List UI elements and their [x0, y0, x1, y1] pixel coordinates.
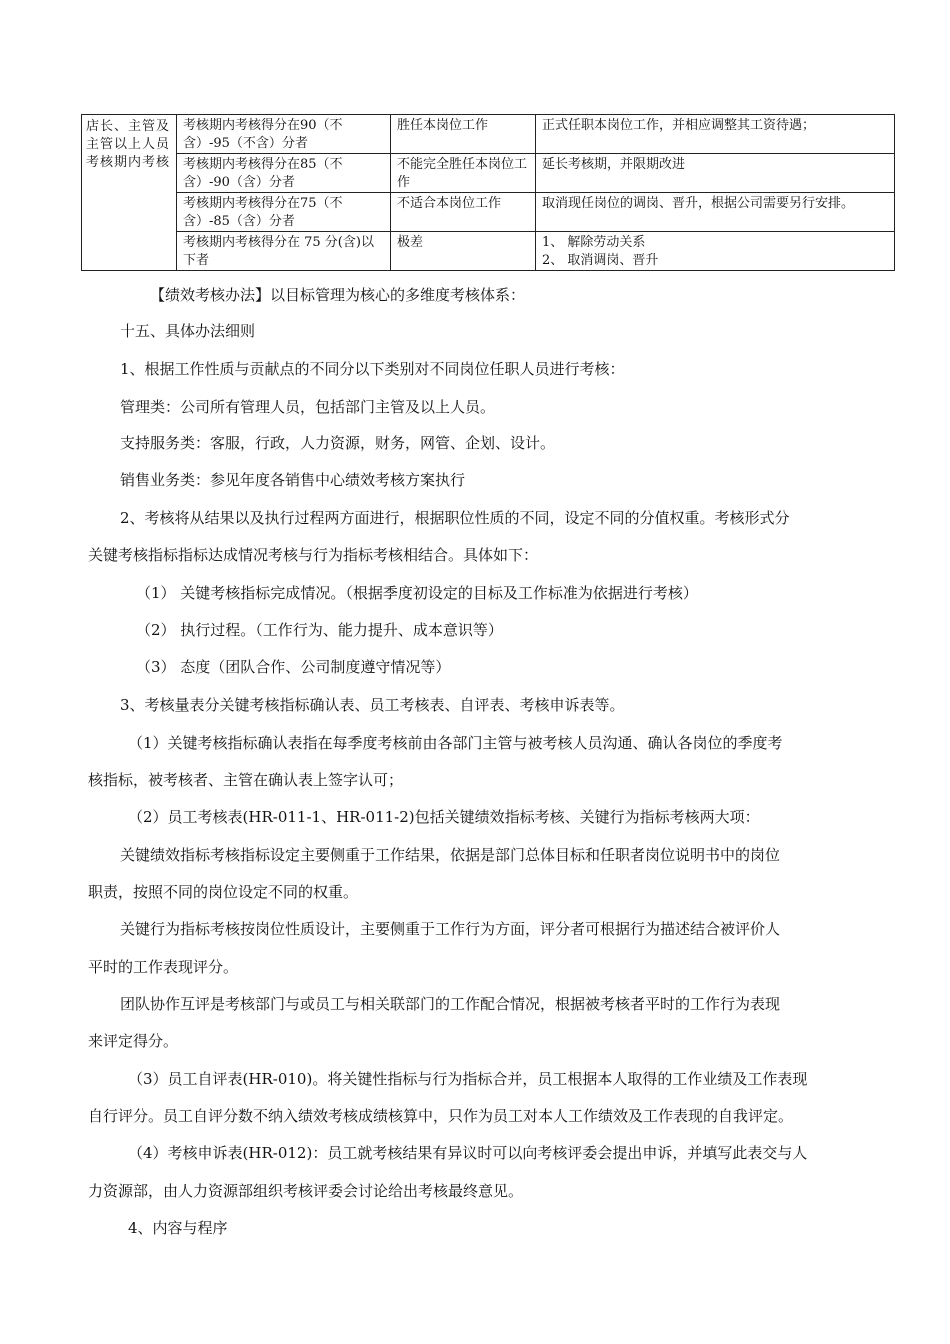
paragraph: 3、考核量表分关键考核指标确认表、员工考核表、自评表、考核申诉表等。 — [120, 696, 625, 714]
paragraph: 销售业务类：参见年度各销售中心绩效考核方案执行 — [120, 471, 466, 489]
assessment-cell: 胜任本岗位工作 — [391, 115, 536, 154]
list-item: （2） 执行过程。（工作行为、能力提升、成本意识等） — [136, 621, 503, 639]
criterion-cell: 考核期内考核得分在 75 分(含)以下者 — [177, 232, 391, 271]
action-item: 2、 取消调岗、晋升 — [542, 253, 659, 268]
paragraph: （2）员工考核表(HR-011-1、HR-011-2)包括关键绩效指标考核、关键行为指标考核两大项： — [128, 808, 760, 826]
paragraph: 核指标，被考核者、主管在确认表上签字认可； — [88, 771, 404, 789]
list-item: （3） 态度（团队合作、公司制度遵守情况等） — [136, 658, 451, 676]
table-row — [82, 193, 895, 232]
table-row — [82, 115, 895, 154]
action-cell: 延长考核期，并限期改进 — [536, 154, 895, 193]
paragraph: 关键行为指标考核按岗位性质设计，主要侧重于工作行为方面，评分者可根据行为描述结合被评价人 — [120, 920, 781, 938]
paragraph: 2、考核将从结果以及执行过程两方面进行，根据职位性质的不同，设定不同的分值权重。考核形式分 — [120, 509, 790, 527]
criterion-cell: 考核期内考核得分在90（不含）-95（不含）分者 — [177, 115, 391, 154]
paragraph: 力资源部，由人力资源部组织考核评委会讨论给出考核最终意见。 — [88, 1182, 524, 1200]
action-cell — [536, 232, 895, 271]
paragraph: 职责，按照不同的岗位设定不同的权重。 — [88, 883, 359, 901]
paragraph: 关键绩效指标考核指标设定主要侧重于工作结果，依据是部门总体目标和任职者岗位说明书中的岗位 — [120, 846, 781, 864]
paragraph: （1）关键考核指标确认表指在每季度考核前由各部门主管与被考核人员沟通、确认各岗位的季度考 — [128, 734, 783, 752]
table-row — [82, 232, 895, 271]
criterion-cell: 考核期内考核得分在85（不含）-90（含）分者 — [177, 154, 391, 193]
method-title: 【绩效考核办法】以目标管理为核心的多维度考核体系： — [150, 286, 526, 304]
paragraph: 4、内容与程序 — [128, 1219, 228, 1237]
paragraph: 自行评分。员工自评分数不纳入绩效考核成绩核算中，只作为员工对本人工作绩效及工作表现的自我评定。 — [88, 1107, 794, 1125]
section-heading: 十五、具体办法细则 — [120, 322, 256, 340]
paragraph: 1、根据工作性质与贡献点的不同分以下类别对不同岗位任职人员进行考核： — [120, 360, 625, 378]
group-label-cell: 店长、主管及主管以上人员考核期内考核 — [82, 115, 177, 271]
action-cell: 正式任职本岗位工作，并相应调整其工资待遇； — [536, 115, 895, 154]
paragraph: 来评定得分。 — [88, 1032, 179, 1050]
criterion-cell: 考核期内考核得分在75（不含）-85（含）分者 — [177, 193, 391, 232]
paragraph: 管理类：公司所有管理人员，包括部门主管及以上人员。 — [120, 398, 496, 416]
evaluation-table — [81, 114, 895, 271]
assessment-cell: 不适合本岗位工作 — [391, 193, 536, 232]
paragraph: 关键考核指标指标达成情况考核与行为指标考核相结合。具体如下： — [88, 546, 539, 564]
table-row — [82, 154, 895, 193]
assessment-cell: 不能完全胜任本岗位工作 — [391, 154, 536, 193]
action-item: 1、 解除劳动关系 — [542, 235, 646, 250]
assessment-cell: 极差 — [391, 232, 536, 271]
action-cell: 取消现任岗位的调岗、晋升，根据公司需要另行安排。 — [536, 193, 895, 232]
paragraph: 平时的工作表现评分。 — [88, 958, 239, 976]
paragraph: （3）员工自评表(HR-010)。将关键性指标与行为指标合并，员工根据本人取得的工作业绩及工作表现 — [128, 1070, 808, 1088]
paragraph: （4）考核申诉表(HR-012)：员工就考核结果有异议时可以向考核评委会提出申诉，并填写此表交与人 — [128, 1144, 808, 1162]
list-item: （1） 关键考核指标完成情况。（根据季度初设定的目标及工作标准为依据进行考核） — [136, 584, 698, 602]
paragraph: 团队协作互评是考核部门与或员工与相关联部门的工作配合情况，根据被考核者平时的工作行为表现 — [120, 995, 781, 1013]
paragraph: 支持服务类：客服，行政，人力资源，财务，网管、企划、设计。 — [120, 434, 556, 452]
